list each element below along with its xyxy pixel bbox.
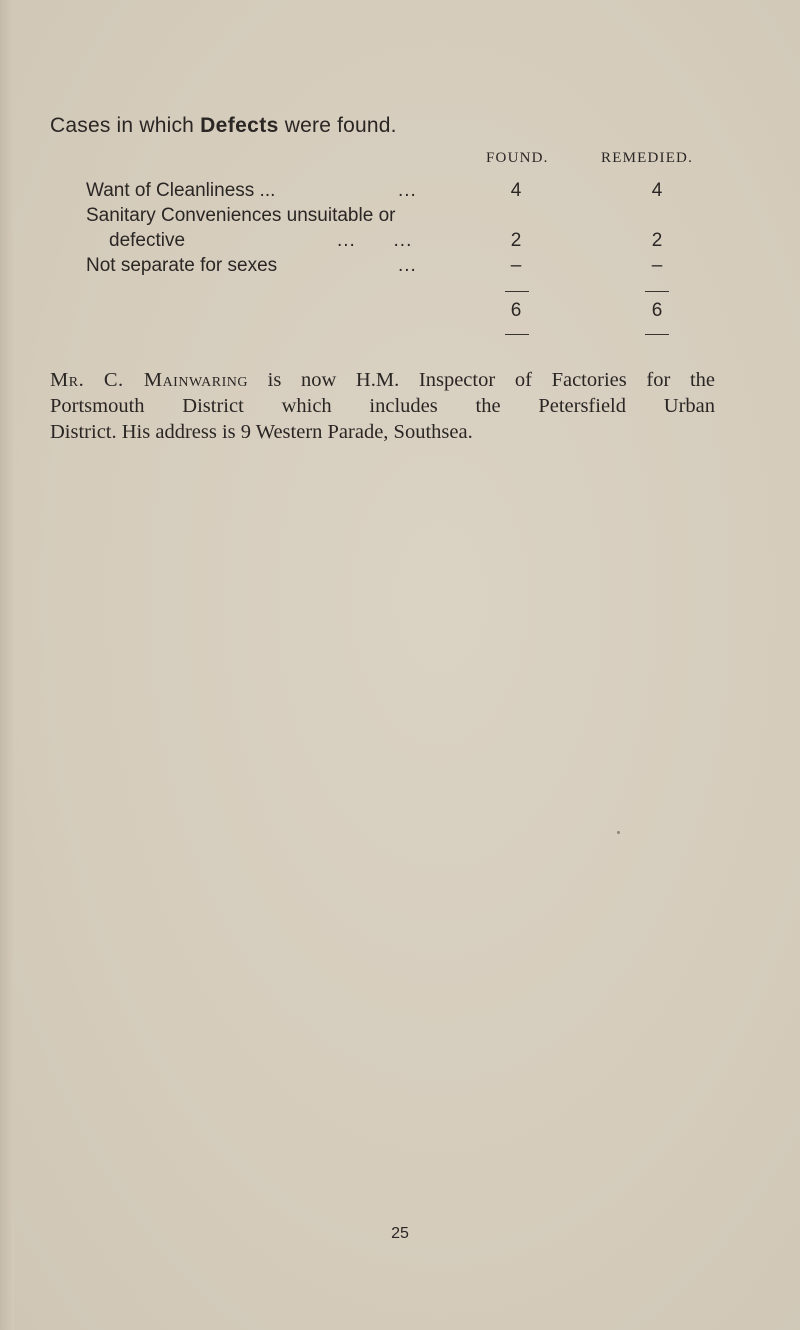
row-leader-dots: ... (398, 180, 417, 201)
heading-bold-word: Defects (200, 114, 279, 137)
paragraph-text: is now H.M. Inspector of Factories for the (247, 369, 716, 391)
cell-remedied: 4 (651, 180, 663, 201)
paragraph-line (50, 367, 715, 393)
inspector-name: C. Mainwaring (103, 369, 248, 391)
row-leader-dots: ... (398, 255, 417, 276)
total-rule-bottom (505, 334, 529, 335)
paragraph-line: District. His address is 9 Western Parade, Southsea. (50, 421, 473, 443)
total-rule-bottom (645, 334, 669, 335)
row-label-separate-sexes: Not separate for sexes (86, 255, 278, 276)
total-rule-top (645, 291, 669, 292)
column-header-found: FOUND. (486, 150, 549, 166)
row-label-cleanliness: Want of Cleanliness ... (86, 180, 276, 201)
cell-found: – (510, 255, 522, 276)
row-leader-dots: ... ... (337, 230, 413, 251)
inspector-paragraph (50, 367, 715, 445)
total-rule-top (505, 291, 529, 292)
paragraph-line: Portsmouth District which includes the Petersfield Urban (50, 395, 715, 417)
row-label-sanitary-conveniences: Sanitary Conveniences unsuitable or (86, 205, 396, 226)
binding-edge (0, 0, 14, 1330)
paragraph-title-word: Mr. (50, 369, 85, 391)
paper-speck (617, 831, 620, 834)
heading-text: Cases in which (50, 114, 201, 137)
cell-found: 2 (510, 230, 522, 251)
heading-text-end: were found. (278, 114, 397, 137)
total-found: 6 (510, 300, 522, 321)
section-heading (50, 114, 397, 138)
page-number: 25 (391, 1225, 409, 1242)
column-header-remedied: REMEDIED. (601, 150, 694, 166)
row-label-defective: defective (109, 230, 186, 251)
cell-found: 4 (510, 180, 522, 201)
cell-remedied: 2 (651, 230, 663, 251)
total-remedied: 6 (651, 300, 663, 321)
cell-remedied: – (651, 255, 663, 276)
